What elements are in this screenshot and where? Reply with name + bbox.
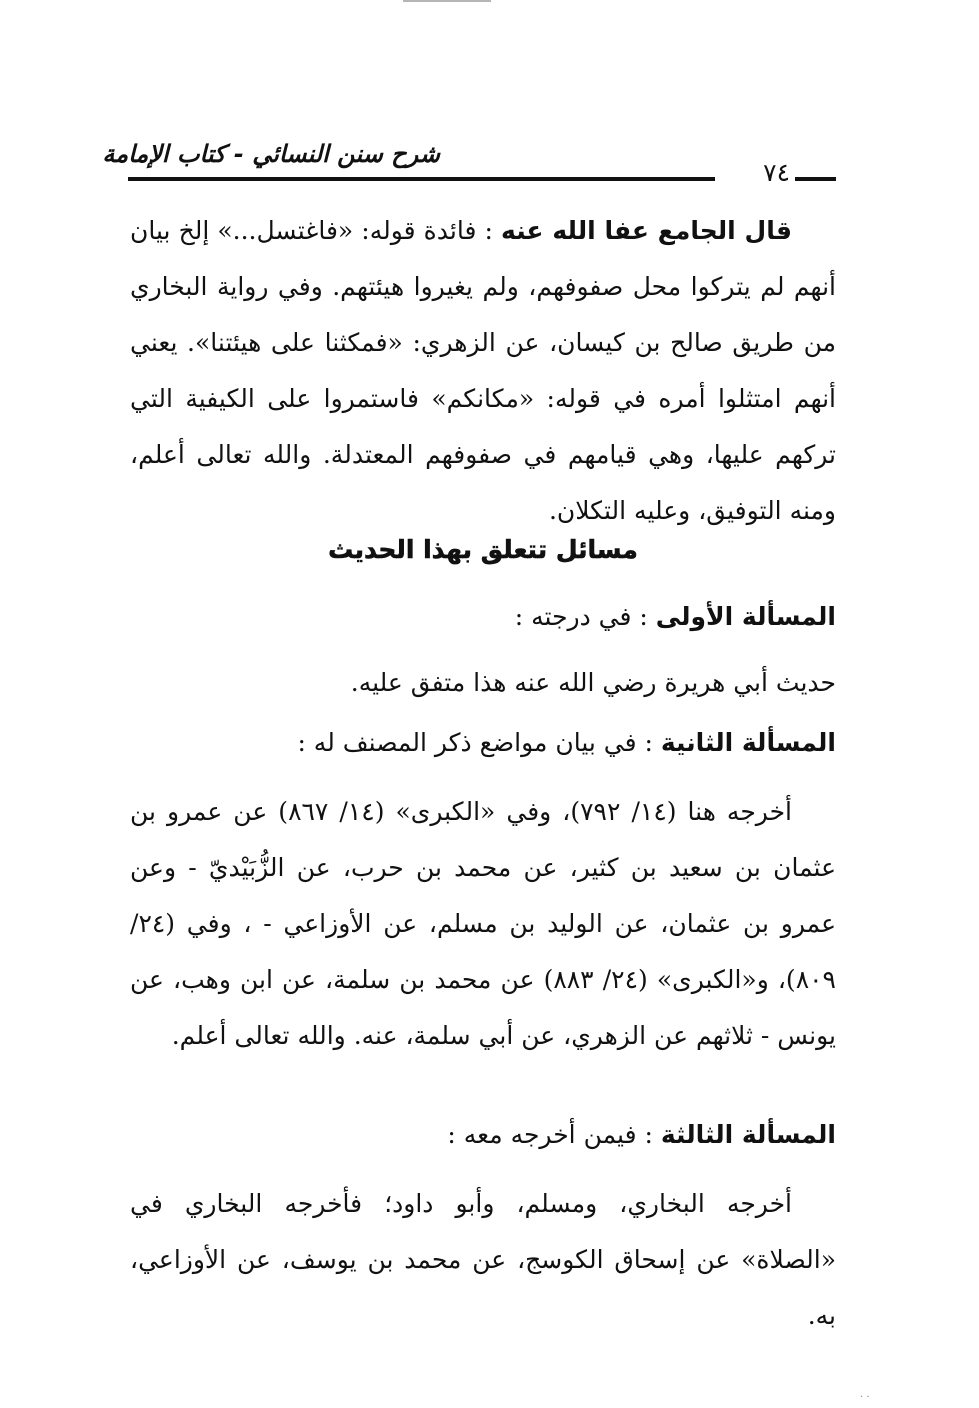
header-title: شرح سنن النسائي - كتاب الإمامة	[102, 140, 440, 168]
top-edge-rule	[403, 0, 491, 2]
issue-1-heading	[515, 602, 836, 631]
issue-3-body: أخرجه البخاري، ومسلم، وأبو داود؛ فأخرجه البخاري في «الصلاة» عن إسحاق الكوسج، عن محمد بن يوسف، عن الأوزاعي، به.	[130, 1189, 836, 1330]
issue-2-label: المسألة الثانية	[660, 728, 836, 757]
section-heading: مسائل تتعلق بهذا الحديث	[328, 535, 638, 564]
issue-1-title: : في درجته :	[514, 602, 648, 631]
issue-1-label: المسألة الأولى	[655, 602, 836, 631]
paragraph-text: : فائدة قوله: «فاغتسل...» إلخ بيان أنهم لم يتركوا محل صفوفهم، ولم يغيروا هيئتهم. وفي رواية البخاري من طريق صالح بن كيسان، عن الزهري: «فمكثنا على هيئتنا». يعني أنهم امتثلوا أمره في قوله: «مكانكم» فاستمروا على الكيفية التي تركهم عليها، وهي قيامهم في صفوفهم المعتدلة. والله تعالى أعلم، ومنه التوفيق، وعليه التكلان.	[130, 216, 836, 525]
running-header	[102, 130, 836, 190]
issue-1-body: حديث أبي هريرة رضي الله عنه هذا متفق عليه.	[350, 668, 836, 697]
page-number-rule	[795, 177, 836, 181]
paragraph-commentary	[130, 203, 836, 539]
paragraph-lead: قال الجامع عفا الله عنه	[501, 216, 793, 245]
issue-2-heading	[297, 728, 836, 757]
scan-speckle: · ·	[860, 1392, 870, 1403]
issue-3-heading	[447, 1120, 836, 1149]
header-rule	[128, 177, 715, 181]
issue-3-label: المسألة الثالثة	[660, 1120, 836, 1149]
page-number: ٧٤	[763, 158, 790, 187]
issue-2-title: : في بيان مواضع ذكر المصنف له :	[297, 728, 653, 757]
issue-2-body: أخرجه هنا (١٤/ ٧٩٢)، وفي «الكبرى» (١٤/ ٨٦٧) عن عمرو بن عثمان بن سعيد بن كثير، عن محمد بن حرب، عن الزُّبَيْديّ - وعن عمرو بن عثمان، عن الوليد بن مسلم، عن الأوزاعي - ، وفي (٢٤/ ٨٠٩)، و«الكبرى» (٢٤/ ٨٨٣) عن محمد بن سلمة، عن ابن وهب، عن يونس - ثلاثهم عن الزهري، عن أبي سلمة، عنه. والله تعالى أعلم.	[130, 797, 836, 1050]
issue-3-title: : فيمن أخرجه معه :	[447, 1120, 653, 1149]
